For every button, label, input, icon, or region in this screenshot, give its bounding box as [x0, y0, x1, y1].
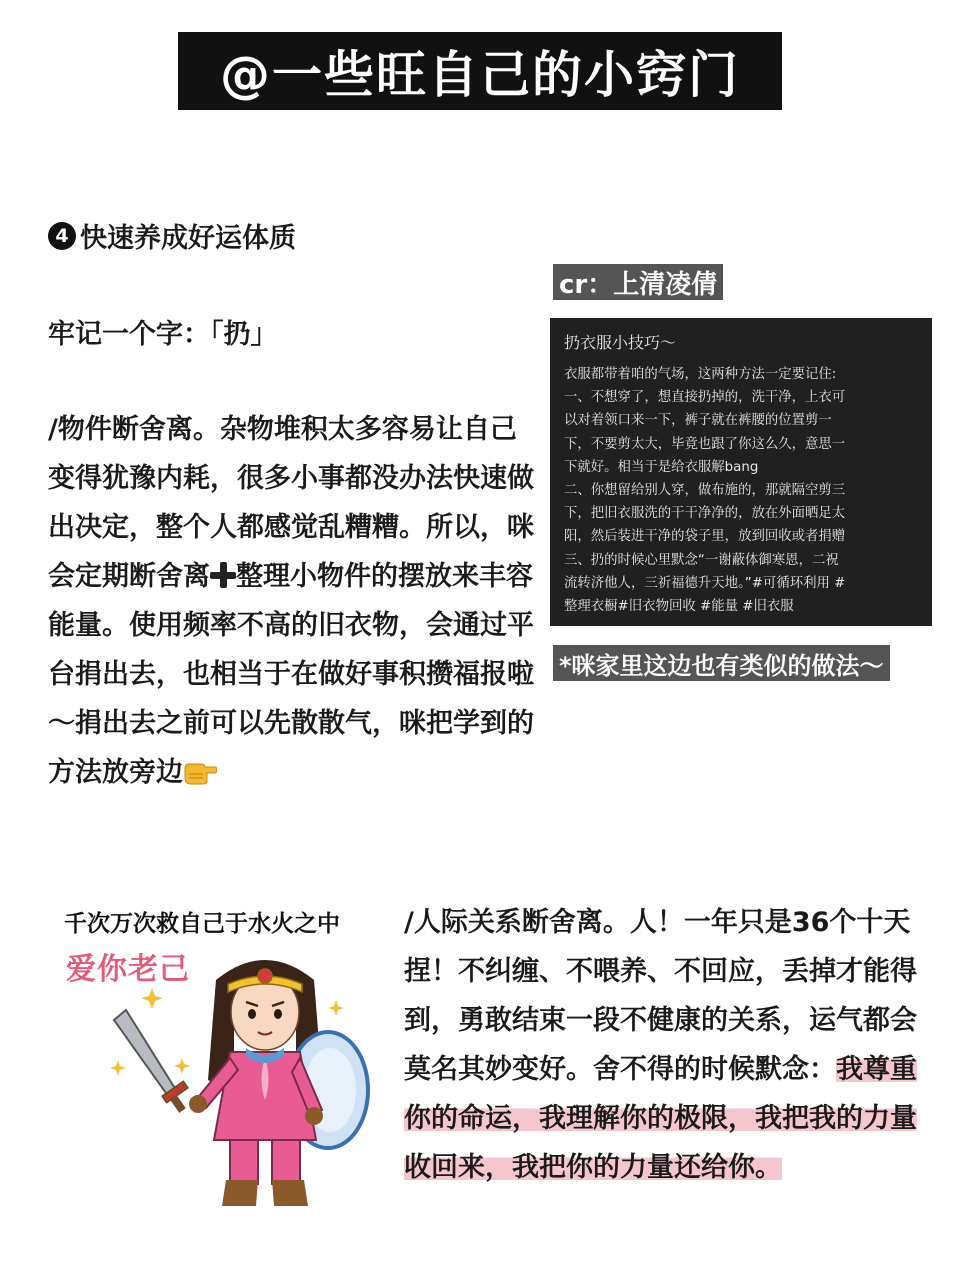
- credit-label: cr：上清凌倩: [553, 264, 723, 300]
- note-line: 以对着领口来一下，裤子就在裤腰的位置剪一: [564, 413, 832, 429]
- note-line: 二、你想留给别人穿，做布施的，那就隔空剪三: [564, 483, 846, 499]
- tip-note-card: [550, 318, 932, 626]
- note-line: 三、扔的时候心里默念“一谢蔽体御寒恩，二祝: [564, 552, 839, 568]
- sword-icon: [114, 1010, 188, 1113]
- slogan-line-2: 爱你老己: [66, 952, 190, 987]
- paragraph-part-a: /物件断舍离。杂物堆积太多容易让自己变得犹豫内耗，很多小事都没办法快速做出决定，整个人都感觉乱糟糟。所以，咪会定期断舍离: [48, 414, 534, 592]
- similar-practice-label: *咪家里这边也有类似的做法～: [553, 645, 890, 681]
- paragraph-declutter-relationships: [404, 898, 936, 1192]
- highlighted-mantra: 我尊重你的命运，我理解你的极限，我把我的力量收回来，我把你的力量还给你。: [404, 1054, 917, 1183]
- page-title: @一些旺自己的小窍门: [178, 32, 782, 110]
- paragraph-part-b: 整理小物件的摆放来丰容能量。使用频率不高的旧衣物，会通过平台捐出去，也相当于在做好事积攒福报啦～捐出去之前可以先散散气，咪把学到的方法放旁边: [48, 561, 534, 788]
- pointing-hand-icon: [183, 759, 217, 785]
- paragraph-declutter-items: [48, 405, 540, 797]
- note-line: 阳，然后装进干净的袋子里，放到回收或者捐赠: [564, 529, 846, 545]
- note-line: 衣服都带着咱的气场，这两种方法一定要记住:: [564, 367, 837, 382]
- keyword-line: 牢记一个字：「扔」: [48, 319, 278, 350]
- note-line: 下就好。相当于是给衣服解bang: [564, 459, 759, 475]
- note-line: 下，不要剪太大，毕竟也跟了你这么久，意思一: [564, 436, 846, 452]
- section-heading-text: 快速养成好运体质: [80, 223, 296, 254]
- note-body: [564, 363, 918, 618]
- section-heading: [48, 216, 296, 255]
- number-badge: 4: [48, 222, 76, 250]
- note-line: 流转济他人，三祈福德升天地。”#可循环利用 #: [564, 575, 846, 591]
- note-line: 一、不想穿了，想直接扔掉的，洗干净，上衣可: [564, 390, 846, 406]
- note-line: 整理衣橱#旧衣物回收 #能量 #旧衣服: [564, 599, 794, 615]
- note-line: 下，把旧衣服洗的干干净净的，放在外面晒足太: [564, 506, 846, 522]
- paragraph2-text: /人际关系断舍离。人！一年只是36个十天捏！不纠缠、不喂养、不回应，丢掉才能得到，勇敢结束一段不健康的关系，运气都会莫名其妙变好。舍不得的时候默念：: [404, 907, 917, 1085]
- slogan-line-1: 千次万次救自己于水火之中: [64, 911, 340, 937]
- note-title: 扔衣服小技巧～: [564, 333, 677, 352]
- plus-icon: [210, 562, 236, 588]
